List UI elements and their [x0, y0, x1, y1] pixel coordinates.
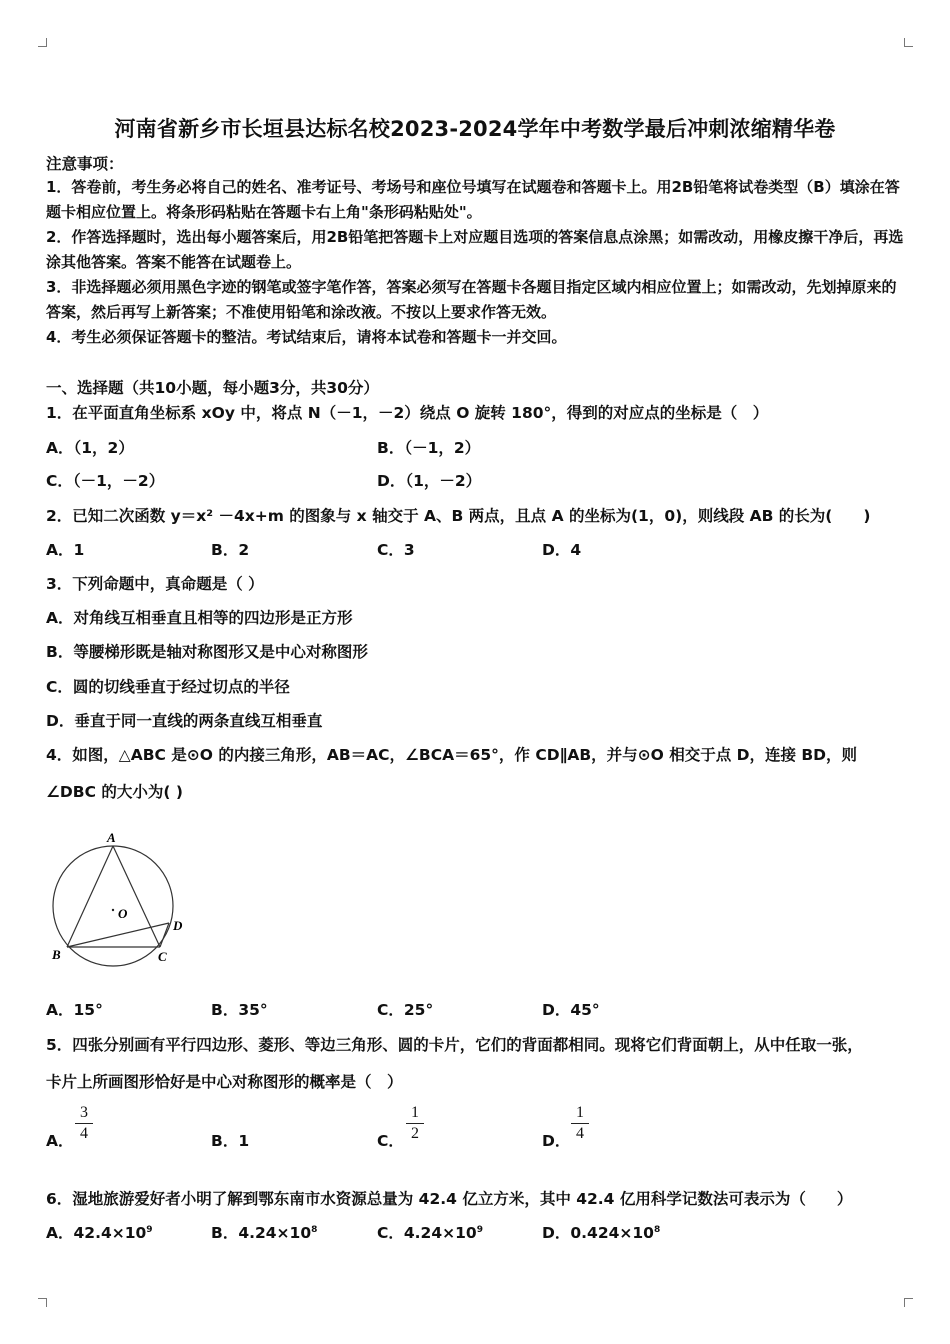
q4-stem-line2: ∠DBC 的大小为( ) — [46, 783, 183, 801]
q3-option-a: A．对角线互相垂直且相等的四边形是正方形 — [46, 609, 353, 627]
q6-a-base: A．42.4×10 — [46, 1224, 147, 1242]
circle-o — [53, 846, 173, 966]
q5-c-denominator: 2 — [411, 1125, 419, 1142]
q4-option-a: A．15° — [46, 1001, 103, 1019]
q5-c-numerator: 1 — [411, 1104, 419, 1121]
q5-d-numerator: 1 — [576, 1104, 584, 1121]
q6-option-b — [211, 1221, 317, 1243]
label-c: C — [158, 949, 167, 964]
crop-mark-bottom-left — [38, 1298, 47, 1307]
q5-option-c-fraction — [406, 1104, 424, 1143]
q4-option-c: C．25° — [377, 1001, 434, 1019]
notice-item-2: 2．作答选择题时，选出每小题答案后，用2B铅笔把答题卡上对应题目选项的答案信息点涂黑；如需改动，用橡皮擦干净后，再选涂其他答案。答案不能答在试题卷上。 — [46, 228, 904, 271]
q4-option-d: D．45° — [542, 1001, 600, 1019]
crop-mark-bottom-right — [904, 1298, 913, 1307]
q5-option-d-label: D． — [542, 1132, 571, 1150]
q5-a-numerator: 3 — [80, 1104, 88, 1121]
q5-option-c-label: C． — [377, 1132, 404, 1150]
q5-stem-line1: 5．四张分别画有平行四边形、菱形、等边三角形、圆的卡片，它们的背面都相同。现将它们背面朝上，从中任取一张， — [46, 1036, 863, 1054]
page-title: 河南省新乡市长垣县达标名校2023-2024学年中考数学最后冲刺浓缩精华卷 — [114, 117, 836, 141]
q1-option-a: A．（1，2） — [46, 439, 134, 457]
label-a: A — [107, 830, 116, 845]
q3-stem: 3．下列命题中，真命题是（ ） — [46, 575, 264, 593]
q2-stem: 2．已知二次函数 y＝x² －4x+m 的图象与 x 轴交于 A、B 两点，且点 A 的坐标为(1，0)，则线段 AB 的长为( ) — [46, 507, 871, 525]
circle-triangle-figure — [45, 830, 195, 970]
segment-bd — [67, 923, 169, 947]
q5-d-denominator: 4 — [576, 1125, 584, 1142]
segment-cd — [160, 923, 169, 947]
q3-option-d: D．垂直于同一直线的两条直线互相垂直 — [46, 712, 323, 730]
q3-option-b: B．等腰梯形既是轴对称图形又是中心对称图形 — [46, 643, 368, 661]
q3-option-c: C．圆的切线垂直于经过切点的半径 — [46, 678, 290, 696]
q2-option-d: D．4 — [542, 541, 582, 559]
q2-option-a: A．1 — [46, 541, 85, 559]
q6-a-exponent: 9 — [146, 1224, 153, 1235]
notice-item-3: 3．非选择题必须用黑色字迹的钢笔或签字笔作答，答案必须写在答题卡各题目指定区域内相应位置上；如需改动，先划掉原来的答案，然后再写上新答案；不准使用铅笔和涂改液。不按以上要求作答无效。 — [46, 278, 897, 321]
q1-option-d: D．（1，－2） — [377, 472, 482, 490]
fraction-bar — [571, 1123, 589, 1124]
label-b: B — [52, 947, 61, 962]
section-heading: 一、选择题（共10小题，每小题3分，共30分） — [46, 379, 379, 397]
q6-b-base: B．4.24×10 — [211, 1224, 312, 1242]
q1-option-b: B．（－1，2） — [377, 439, 481, 457]
q2-option-b: B．2 — [211, 541, 250, 559]
q6-d-base: D．0.424×10 — [542, 1224, 654, 1242]
q6-c-exponent: 9 — [476, 1224, 483, 1235]
q4-stem-line1: 4．如图，△ABC 是⊙O 的内接三角形，AB＝AC，∠BCA＝65°，作 CD∥AB，并与⊙O 相交于点 D，连接 BD，则 — [46, 746, 858, 764]
fraction-bar — [75, 1123, 93, 1124]
fraction-bar — [406, 1123, 424, 1124]
q6-d-exponent: 8 — [653, 1224, 661, 1235]
q6-option-a — [46, 1221, 153, 1243]
q5-stem-line2: 卡片上所画图形恰好是中心对称图形的概率是（ ） — [46, 1073, 403, 1091]
q1-stem: 1．在平面直角坐标系 xOy 中，将点 N（－1，－2）绕点 O 旋转 180°，得到的对应点的坐标是（ ） — [46, 404, 769, 422]
crop-mark-top-left — [38, 38, 47, 47]
q5-option-a-label: A． — [46, 1132, 74, 1150]
crop-mark-top-right — [904, 38, 913, 47]
q1-option-c: C．（－1，－2） — [46, 472, 165, 490]
notice-heading: 注意事项： — [46, 155, 124, 173]
q6-option-c — [377, 1221, 483, 1243]
q6-c-base: C．4.24×10 — [377, 1224, 477, 1242]
label-d: D — [173, 918, 183, 933]
q5-a-denominator: 4 — [80, 1125, 88, 1142]
q5-option-b: B．1 — [211, 1132, 250, 1150]
q4-option-b: B．35° — [211, 1001, 268, 1019]
notice-item-1: 1．答卷前，考生务必将自己的姓名、准考证号、考场号和座位号填写在试题卷和答题卡上。用2B铅笔将试卷类型（B）填涂在答题卡相应位置上。将条形码粘贴在答题卡右上角"条形码粘贴处"。 — [46, 178, 900, 221]
q6-stem: 6．湿地旅游爱好者小明了解到鄂东南市水资源总量为 42.4 亿立方米，其中 42.4 亿用科学记数法可表示为（ ） — [46, 1190, 853, 1208]
notice-item-4: 4．考生必须保证答题卡的整洁。考试结束后，请将本试卷和答题卡一并交回。 — [46, 328, 567, 346]
q5-option-a-fraction — [75, 1104, 93, 1143]
center-point — [112, 909, 114, 911]
q5-option-d-fraction — [571, 1104, 589, 1143]
q6-b-exponent: 8 — [311, 1224, 318, 1235]
q6-option-d — [542, 1221, 660, 1243]
q2-option-c: C．3 — [377, 541, 415, 559]
label-o: O — [118, 906, 128, 921]
